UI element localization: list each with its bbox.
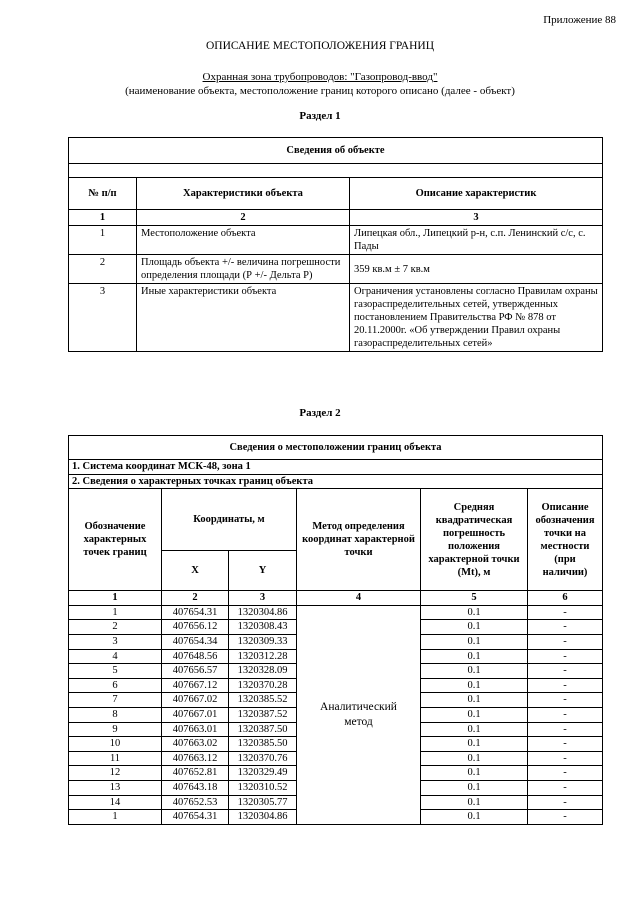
point-y: 1320387.50 (229, 722, 297, 737)
point-error: 0.1 (421, 634, 528, 649)
col-number: 4 (297, 591, 421, 606)
point-number: 10 (69, 737, 162, 752)
point-number: 13 (69, 780, 162, 795)
point-x: 407663.02 (162, 737, 229, 752)
point-description: - (528, 664, 603, 679)
point-error: 0.1 (421, 678, 528, 693)
section2-label: Раздел 2 (299, 407, 341, 419)
point-error: 0.1 (421, 620, 528, 635)
point-number: 14 (69, 795, 162, 810)
col-number: 5 (421, 591, 528, 606)
point-number: 6 (69, 678, 162, 693)
point-number: 3 (69, 634, 162, 649)
boundary-caption: Сведения о местоположении границ объекта (69, 436, 603, 460)
point-y: 1320305.77 (229, 795, 297, 810)
spacer-row (69, 164, 603, 178)
point-description: - (528, 751, 603, 766)
header-error: Средняя квадратическая погрешность положения характерной точки (Mt), м (421, 489, 528, 591)
point-x: 407648.56 (162, 649, 229, 664)
row-characteristic: Площадь объекта +/- величина погрешности определения площади (Р +/- Дельта Р) (137, 255, 350, 284)
header-point: Обозначение характерных точек границ (69, 489, 162, 591)
point-error: 0.1 (421, 751, 528, 766)
col-number: 3 (350, 210, 603, 226)
point-description: - (528, 766, 603, 781)
point-y: 1320370.28 (229, 678, 297, 693)
point-number: 2 (69, 620, 162, 635)
point-error: 0.1 (421, 605, 528, 620)
point-number: 11 (69, 751, 162, 766)
header-method: Метод определения координат характерной точки (297, 489, 421, 591)
point-number: 5 (69, 664, 162, 679)
col-number: 6 (528, 591, 603, 606)
points-caption: 2. Сведения о характерных точках границ объекта (69, 474, 603, 489)
point-number: 7 (69, 693, 162, 708)
point-error: 0.1 (421, 766, 528, 781)
header-description: Описание характеристик (350, 178, 603, 210)
table-row (69, 605, 603, 620)
point-number: 9 (69, 722, 162, 737)
section1-label: Раздел 1 (299, 110, 341, 122)
point-error: 0.1 (421, 722, 528, 737)
point-number: 1 (69, 605, 162, 620)
point-description: - (528, 795, 603, 810)
coordinate-system: 1. Система координат МСК-48, зона 1 (69, 460, 603, 475)
table-row (69, 284, 603, 352)
point-number: 4 (69, 649, 162, 664)
point-y: 1320387.52 (229, 707, 297, 722)
header-point-description: Описание обозначения точки на местности (при наличии) (528, 489, 603, 591)
point-x: 407652.53 (162, 795, 229, 810)
point-x: 407643.18 (162, 780, 229, 795)
header-x: X (162, 551, 229, 591)
point-description: - (528, 634, 603, 649)
point-description: - (528, 678, 603, 693)
row-description: Ограничения установлены согласно Правилам охраны газораспределительных сетей, утвержденных постановлением Правительства РФ № 878 от 20.11.2000г. «Об утверждении Правил охраны газораспределительных сетей» (350, 284, 603, 352)
point-y: 1320304.86 (229, 810, 297, 825)
point-number: 12 (69, 766, 162, 781)
point-error: 0.1 (421, 693, 528, 708)
point-error: 0.1 (421, 795, 528, 810)
row-number: 3 (69, 284, 137, 352)
point-description: - (528, 707, 603, 722)
point-x: 407663.01 (162, 722, 229, 737)
object-subject (0, 70, 640, 98)
point-description: - (528, 605, 603, 620)
appendix-label: Приложение 88 (543, 14, 616, 26)
point-y: 1320308.43 (229, 620, 297, 635)
header-characteristics: Характеристики объекта (137, 178, 350, 210)
object-info-table (68, 137, 603, 352)
point-description: - (528, 780, 603, 795)
col-number: 2 (162, 591, 229, 606)
point-x: 407656.12 (162, 620, 229, 635)
point-x: 407667.12 (162, 678, 229, 693)
points-body (69, 605, 603, 824)
header-y: Y (229, 551, 297, 591)
point-x: 407652.81 (162, 766, 229, 781)
point-description: - (528, 649, 603, 664)
point-description: - (528, 810, 603, 825)
point-y: 1320309.33 (229, 634, 297, 649)
col-number: 3 (229, 591, 297, 606)
point-y: 1320304.86 (229, 605, 297, 620)
point-y: 1320329.49 (229, 766, 297, 781)
point-number: 1 (69, 810, 162, 825)
boundary-points-table (68, 435, 603, 825)
point-x: 407667.02 (162, 693, 229, 708)
point-x: 407656.57 (162, 664, 229, 679)
point-x: 407654.34 (162, 634, 229, 649)
method-cell: Аналитический метод (297, 605, 421, 824)
row-number: 1 (69, 226, 137, 255)
row-number: 2 (69, 255, 137, 284)
point-number: 8 (69, 707, 162, 722)
point-error: 0.1 (421, 780, 528, 795)
col-number: 2 (137, 210, 350, 226)
object-name-note: (наименование объекта, местоположение границ которого описано (далее - объект) (125, 85, 515, 97)
object-name: Охранная зона трубопроводов: "Газопровод-ввод" (202, 71, 438, 83)
row-characteristic: Местоположение объекта (137, 226, 350, 255)
point-x: 407654.31 (162, 605, 229, 620)
point-y: 1320385.52 (229, 693, 297, 708)
header-number: № п/п (69, 178, 137, 210)
point-y: 1320370.76 (229, 751, 297, 766)
point-description: - (528, 693, 603, 708)
point-description: - (528, 722, 603, 737)
row-characteristic: Иные характеристики объекта (137, 284, 350, 352)
point-error: 0.1 (421, 810, 528, 825)
point-x: 407663.12 (162, 751, 229, 766)
point-error: 0.1 (421, 649, 528, 664)
table-row (69, 255, 603, 284)
point-y: 1320312.28 (229, 649, 297, 664)
table-row (69, 226, 603, 255)
point-y: 1320385.50 (229, 737, 297, 752)
header-coordinates: Координаты, м (162, 489, 297, 551)
row-description: 359 кв.м ± 7 кв.м (350, 255, 603, 284)
object-info-caption: Сведения об объекте (69, 138, 603, 164)
point-y: 1320328.09 (229, 664, 297, 679)
point-description: - (528, 737, 603, 752)
document-title: ОПИСАНИЕ МЕСТОПОЛОЖЕНИЯ ГРАНИЦ (205, 40, 435, 52)
point-x: 407654.31 (162, 810, 229, 825)
col-number: 1 (69, 210, 137, 226)
point-error: 0.1 (421, 664, 528, 679)
point-error: 0.1 (421, 707, 528, 722)
col-number: 1 (69, 591, 162, 606)
point-description: - (528, 620, 603, 635)
row-description: Липецкая обл., Липецкий р-н, с.п. Ленинский с/с, с. Пады (350, 226, 603, 255)
point-x: 407667.01 (162, 707, 229, 722)
point-error: 0.1 (421, 737, 528, 752)
point-y: 1320310.52 (229, 780, 297, 795)
